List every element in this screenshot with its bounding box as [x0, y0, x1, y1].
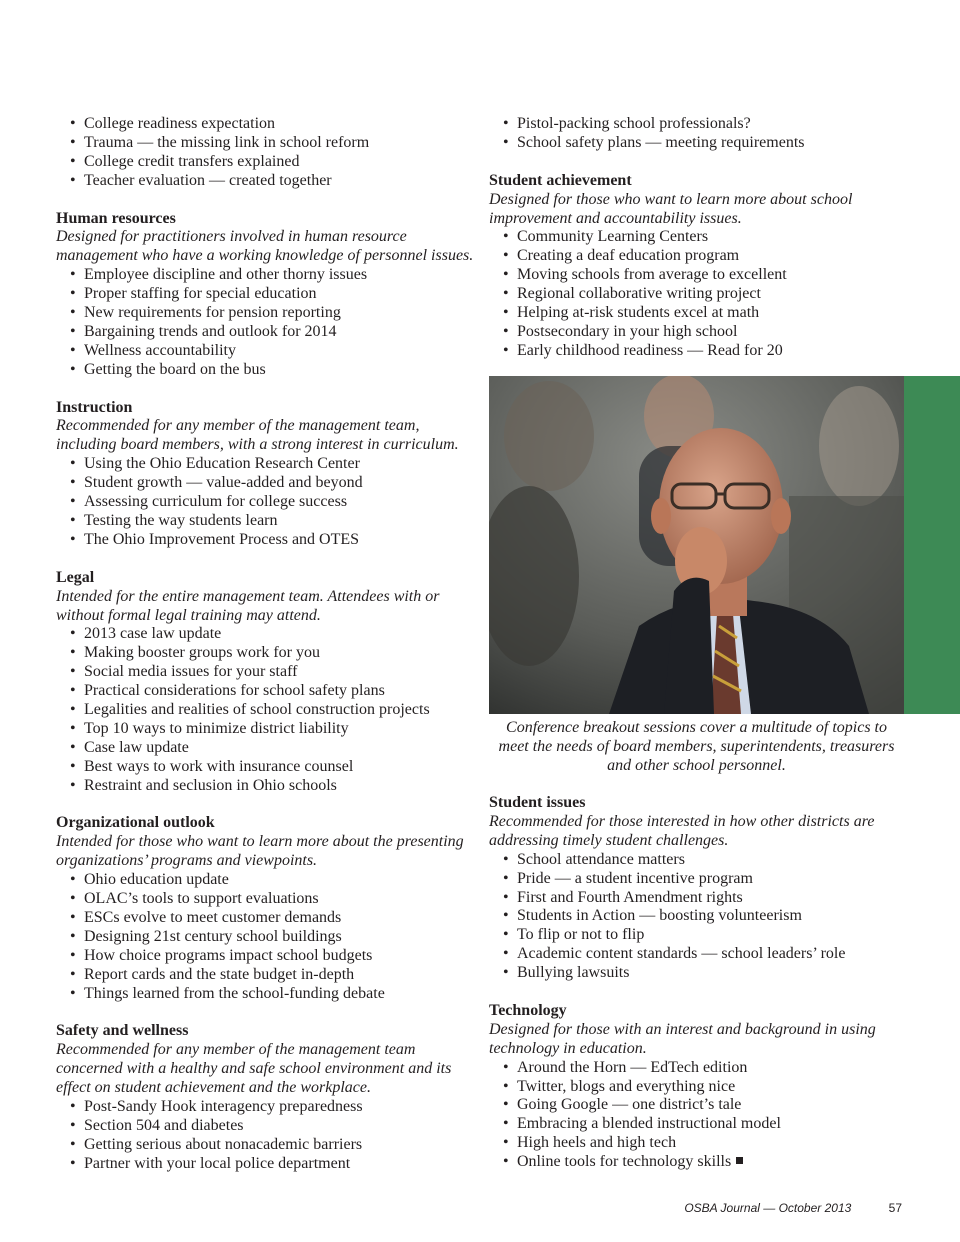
list-item-text: Online tools for technology skills: [517, 1153, 732, 1171]
list-item: • Bullying lawsuits: [503, 964, 909, 983]
list-item: • Case law update: [70, 739, 478, 758]
right-column-upper: [489, 115, 889, 380]
list-item: • Best ways to work with insurance counsel: [70, 758, 478, 777]
list-item: • Assessing curriculum for college success: [70, 493, 478, 512]
section-instruction: [56, 399, 478, 550]
list-item: • Testing the way students learn: [70, 512, 478, 531]
list-item: • Legalities and realities of school construction projects: [70, 701, 478, 720]
list-item: • Wellness accountability: [70, 342, 478, 361]
section-title: Student achievement: [489, 171, 632, 189]
list-item: • Using the Ohio Education Research Center: [70, 455, 478, 474]
list-item: • Twitter, blogs and everything nice: [503, 1078, 909, 1097]
list-item: • Creating a deaf education program: [503, 247, 889, 266]
list-item: • Embracing a blended instructional model: [503, 1115, 909, 1134]
conference-photo: [489, 376, 960, 714]
list-item: • Students in Action — boosting volunteerism: [503, 907, 909, 926]
list-item: • OLAC’s tools to support evaluations: [70, 890, 478, 909]
section-title: Instruction: [56, 398, 133, 416]
list-item: • Trauma — the missing link in school reform: [70, 134, 478, 153]
section-description: Designed for those with an interest and background in using technology in education.: [489, 1020, 876, 1057]
list-item: • School attendance matters: [503, 851, 909, 870]
list-item: • Restraint and seclusion in Ohio schools: [70, 777, 478, 796]
list-item: • School safety plans — meeting requirements: [503, 134, 889, 153]
list-item: • Around the Horn — EdTech edition: [503, 1059, 909, 1078]
list-item: • Moving schools from average to excellent: [503, 266, 889, 285]
photo-image: [489, 376, 904, 714]
list-item: • College readiness expectation: [70, 115, 478, 134]
section-description: Intended for the entire management team. Attendees with or without formal legal training may attend.: [56, 587, 440, 624]
section-description: Intended for those who want to learn more about the presenting organizations’ programs and viewpoints.: [56, 833, 464, 870]
section-title: Technology: [489, 1001, 567, 1019]
section-description: Recommended for those interested in how other districts are addressing timely student challenges.: [489, 812, 875, 849]
accent-bar: [904, 376, 960, 714]
section-description: Designed for those who want to learn more about school improvement and accountability issues.: [489, 190, 853, 227]
list-item: • Regional collaborative writing project: [503, 285, 889, 304]
list-item: • 2013 case law update: [70, 625, 478, 644]
list-item: • Helping at-risk students excel at math: [503, 304, 889, 323]
right-intro-list: [489, 115, 889, 153]
page-footer: [684, 1201, 902, 1215]
section-description: Recommended for any member of the management team concerned with a healthy and safe school environment and its effect on student achievement and the workplace.: [56, 1041, 452, 1097]
left-column: [56, 115, 478, 1193]
end-mark-icon: [736, 1157, 743, 1164]
page-number: 57: [888, 1201, 902, 1215]
list-item: • Student growth — value-added and beyond: [70, 474, 478, 493]
section-organizational-outlook: [56, 814, 478, 1003]
section-title: Human resources: [56, 209, 176, 227]
section-student-achievement: [489, 172, 889, 361]
section-legal: [56, 569, 478, 796]
section-title: Legal: [56, 568, 95, 586]
list-item: • Pride — a student incentive program: [503, 870, 909, 889]
left-intro-list: [56, 115, 478, 191]
section-safety-and-wellness: [56, 1022, 478, 1173]
list-item: • Proper staffing for special education: [70, 285, 478, 304]
list-item: • Going Google — one district’s tale: [503, 1096, 909, 1115]
list-item: • Partner with your local police department: [70, 1155, 478, 1174]
list-item: • Early childhood readiness — Read for 20: [503, 342, 889, 361]
section-description: Recommended for any member of the management team, including board members, with a strong interest in curriculum.: [56, 417, 459, 454]
list-item: • Designing 21st century school buildings: [70, 928, 478, 947]
list-item: • The Ohio Improvement Process and OTES: [70, 531, 478, 550]
list-item: • To flip or not to flip: [503, 926, 909, 945]
list-item: • College credit transfers explained: [70, 153, 478, 172]
list-item: • Employee discipline and other thorny issues: [70, 266, 478, 285]
section-student-issues: [489, 794, 909, 983]
list-item: • Social media issues for your staff: [70, 663, 478, 682]
right-column-lower: [489, 794, 909, 1191]
list-item: • How choice programs impact school budgets: [70, 947, 478, 966]
list-item: • Getting serious about nonacademic barriers: [70, 1136, 478, 1155]
list-item: • New requirements for pension reporting: [70, 304, 478, 323]
list-item: • Report cards and the state budget in-depth: [70, 966, 478, 985]
list-item: • Pistol-packing school professionals?: [503, 115, 889, 134]
list-item: • Section 504 and diabetes: [70, 1117, 478, 1136]
journal-name: OSBA Journal — October 2013: [684, 1201, 852, 1215]
list-item: • Top 10 ways to minimize district liability: [70, 720, 478, 739]
section-technology: [489, 1002, 909, 1172]
section-description: Designed for practitioners involved in human resource management who have a working knowledge of personnel issues.: [56, 228, 474, 265]
list-item: • Things learned from the school-funding debate: [70, 985, 478, 1004]
section-human-resources: [56, 210, 478, 380]
list-item: • First and Fourth Amendment rights: [503, 889, 909, 908]
section-title: Organizational outlook: [56, 814, 215, 832]
list-item-last: [503, 1153, 909, 1172]
section-title: Safety and wellness: [56, 1022, 189, 1040]
list-item: • Postsecondary in your high school: [503, 323, 889, 342]
list-item: • Post-Sandy Hook interagency preparedness: [70, 1098, 478, 1117]
list-item: • Academic content standards — school leaders’ role: [503, 945, 909, 964]
list-item: • Getting the board on the bus: [70, 361, 478, 380]
list-item: • Teacher evaluation — created together: [70, 172, 478, 191]
photo-caption: Conference breakout sessions cover a multitude of topics to meet the needs of board members, superintendents, treasurers and other school personnel.: [498, 719, 895, 774]
list-item: • Practical considerations for school safety plans: [70, 682, 478, 701]
list-item: • Making booster groups work for you: [70, 644, 478, 663]
man-listening-photo: [489, 376, 904, 714]
list-item: • High heels and high tech: [503, 1134, 909, 1153]
section-title: Student issues: [489, 794, 586, 811]
list-item: • Bargaining trends and outlook for 2014: [70, 323, 478, 342]
list-item: • Community Learning Centers: [503, 228, 889, 247]
list-item: • ESCs evolve to meet customer demands: [70, 909, 478, 928]
list-item: • Ohio education update: [70, 871, 478, 890]
